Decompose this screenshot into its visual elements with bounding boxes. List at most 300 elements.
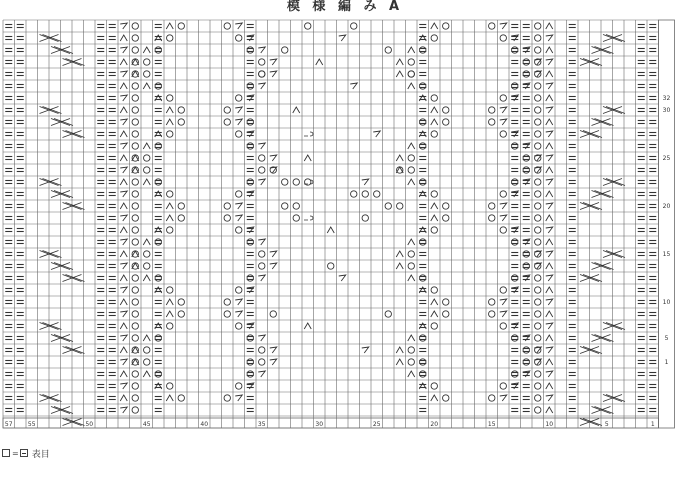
yarn-over-symbol (282, 203, 288, 209)
right-decrease-symbol (523, 335, 530, 341)
yarn-over-symbol (512, 143, 518, 149)
yarn-over-symbol (259, 347, 265, 353)
right-decrease-symbol (120, 311, 127, 317)
left-decrease-symbol (546, 167, 553, 173)
right-decrease-symbol (120, 23, 127, 29)
right-decrease-symbol (120, 239, 127, 245)
yarn-over-symbol (259, 251, 265, 257)
yarn-over-symbol (144, 251, 150, 257)
yarn-over-symbol (443, 395, 449, 401)
left-decrease-symbol (155, 227, 162, 233)
yarn-over-symbol (178, 299, 184, 305)
yarn-over-symbol (420, 359, 426, 365)
left-decrease-symbol (546, 215, 553, 221)
yarn-over-symbol (408, 251, 414, 257)
cross-cable-symbol (43, 395, 62, 402)
yarn-over-symbol (247, 239, 253, 245)
yarn-over-symbol (224, 107, 230, 113)
left-decrease-symbol (431, 215, 438, 221)
yarn-over-symbol (431, 131, 437, 137)
left-decrease-symbol (166, 395, 173, 401)
yarn-over-symbol (236, 383, 242, 389)
yarn-over-symbol (443, 299, 449, 305)
left-decrease-symbol (431, 299, 438, 305)
yarn-over-symbol (132, 215, 138, 221)
column-number: 20 (430, 421, 439, 428)
left-decrease-symbol (166, 23, 173, 29)
yarn-over-symbol (523, 71, 529, 77)
yarn-over-symbol (351, 23, 357, 29)
yarn-over-symbol (144, 155, 150, 161)
yarn-over-symbol (236, 35, 242, 41)
yarn-over-symbol (500, 227, 506, 233)
left-decrease-symbol (396, 59, 403, 65)
row-number: 10 (662, 299, 671, 306)
column-number: 30 (315, 421, 324, 428)
yarn-over-symbol (224, 311, 230, 317)
right-decrease-symbol (270, 155, 277, 161)
right-decrease-symbol (546, 299, 553, 305)
yarn-over-symbol (144, 167, 150, 173)
yarn-over-symbol (224, 119, 230, 125)
left-decrease-symbol (419, 287, 426, 293)
yarn-over-symbol (408, 347, 414, 353)
cross-cable-symbol (66, 203, 85, 210)
cross-cable-symbol (583, 59, 602, 66)
yarn-over-symbol (523, 155, 529, 161)
right-decrease-symbol (247, 95, 254, 101)
yarn-over-symbol (259, 359, 265, 365)
right-decrease-symbol (511, 35, 518, 41)
yarn-over-symbol (431, 383, 437, 389)
yarn-over-symbol (132, 323, 138, 329)
yarn-over-symbol (535, 203, 541, 209)
row-number-strip (659, 20, 675, 428)
right-decrease-symbol (511, 383, 518, 389)
column-number: 35 (257, 421, 266, 428)
yarn-over-symbol (236, 323, 242, 329)
left-decrease-symbol (546, 191, 553, 197)
cross-cable-symbol (595, 119, 614, 126)
yarn-over-symbol (431, 95, 437, 101)
yarn-over-symbol (431, 227, 437, 233)
right-decrease-symbol (546, 83, 553, 89)
left-decrease-symbol (419, 131, 426, 137)
right-decrease-symbol (500, 299, 507, 305)
yarn-over-symbol (500, 383, 506, 389)
cross-cable-symbol (66, 275, 85, 282)
right-decrease-symbol (500, 119, 507, 125)
right-decrease-symbol (546, 395, 553, 401)
yarn-over-symbol (500, 287, 506, 293)
left-decrease-symbol (143, 179, 150, 185)
right-decrease-symbol (270, 71, 277, 77)
left-decrease-symbol (120, 347, 127, 353)
right-decrease-symbol (258, 143, 265, 149)
right-decrease-symbol (546, 275, 553, 281)
cross-cable-symbol (43, 107, 62, 114)
cross-cable-symbol (583, 131, 602, 138)
yarn-over-symbol (420, 179, 426, 185)
left-decrease-symbol (143, 143, 150, 149)
left-decrease-symbol (546, 23, 553, 29)
yarn-over-symbol (178, 119, 184, 125)
left-decrease-symbol (419, 227, 426, 233)
yarn-over-symbol (178, 215, 184, 221)
left-decrease-symbol (396, 359, 403, 365)
yarn-over-symbol (535, 119, 541, 125)
yarn-over-symbol (132, 131, 138, 137)
right-decrease-symbol (247, 227, 254, 233)
yarn-over-symbol (155, 179, 161, 185)
yarn-over-symbol (259, 71, 265, 77)
right-decrease-symbol (120, 263, 127, 269)
yarn-over-symbol (535, 383, 541, 389)
yarn-over-symbol (500, 191, 506, 197)
empty-square-icon (2, 449, 10, 457)
yarn-over-symbol (132, 299, 138, 305)
yarn-over-symbol (167, 191, 173, 197)
left-decrease-symbol (166, 203, 173, 209)
bobble-symbol (304, 216, 313, 220)
yarn-over-symbol (155, 275, 161, 281)
right-decrease-symbol (120, 335, 127, 341)
right-decrease-symbol (511, 191, 518, 197)
yarn-over-symbol (397, 203, 403, 209)
right-decrease-symbol (120, 71, 127, 77)
legend (2, 446, 50, 460)
yarn-over-symbol (293, 203, 299, 209)
column-number: 50 (85, 421, 94, 428)
left-decrease-symbol (143, 83, 150, 89)
left-decrease-symbol (408, 371, 415, 377)
yarn-over-symbol (512, 239, 518, 245)
left-decrease-symbol (546, 287, 553, 293)
left-decrease-symbol (408, 47, 415, 53)
purl-square-icon (20, 449, 28, 457)
yarn-over-symbol (132, 371, 138, 377)
cross-cable-symbol (66, 131, 85, 138)
yarn-over-symbol (489, 203, 495, 209)
yarn-over-symbol (489, 107, 495, 113)
yarn-over-symbol (535, 83, 541, 89)
yarn-over-symbol (443, 119, 449, 125)
right-decrease-symbol (120, 119, 127, 125)
yarn-over-symbol (408, 155, 414, 161)
left-decrease-symbol (546, 359, 553, 365)
cross-cable-symbol (54, 407, 73, 414)
right-decrease-symbol (546, 155, 553, 161)
right-decrease-symbol (523, 371, 530, 377)
row-number: 1 (664, 359, 669, 366)
yarn-over-symbol (420, 47, 426, 53)
yarn-over-symbol (431, 287, 437, 293)
yarn-over-symbol (247, 143, 253, 149)
cross-cable-symbol (595, 263, 614, 270)
left-decrease-symbol (396, 251, 403, 257)
yarn-over-symbol (523, 167, 529, 173)
left-decrease-symbol (120, 251, 127, 257)
right-decrease-symbol (247, 35, 254, 41)
column-number: 10 (545, 421, 554, 428)
left-decrease-symbol (120, 179, 127, 185)
yarn-over-symbol (259, 59, 265, 65)
cross-cable-symbol (54, 191, 73, 198)
yarn-over-symbol (535, 299, 541, 305)
left-decrease-symbol (408, 239, 415, 245)
yarn-over-symbol (535, 95, 541, 101)
yarn-over-symbol (535, 407, 541, 413)
left-decrease-symbol (304, 155, 311, 161)
yarn-over-symbol (362, 215, 368, 221)
right-decrease-symbol (362, 179, 369, 185)
yarn-over-symbol (178, 107, 184, 113)
left-decrease-symbol (408, 275, 415, 281)
row-number: 5 (664, 335, 669, 342)
yarn-over-symbol (328, 263, 334, 269)
yarn-over-symbol (443, 311, 449, 317)
right-decrease-symbol (511, 287, 518, 293)
left-decrease-symbol (431, 311, 438, 317)
left-decrease-symbol (120, 299, 127, 305)
right-decrease-symbol (120, 167, 127, 173)
yarn-over-symbol (224, 23, 230, 29)
row-number: 30 (662, 107, 671, 114)
cross-cable-symbol (583, 347, 602, 354)
yarn-over-symbol (535, 287, 541, 293)
left-decrease-symbol (546, 119, 553, 125)
row-number: 25 (662, 155, 671, 162)
right-decrease-symbol (247, 323, 254, 329)
yarn-over-symbol (132, 287, 138, 293)
right-decrease-symbol (258, 179, 265, 185)
yarn-over-symbol (144, 263, 150, 269)
right-decrease-symbol (247, 191, 254, 197)
cross-cable-symbol (595, 407, 614, 414)
yarn-over-symbol (167, 287, 173, 293)
right-decrease-symbol (500, 311, 507, 317)
yarn-over-symbol (443, 215, 449, 221)
yarn-over-symbol (293, 215, 299, 221)
yarn-over-symbol (489, 23, 495, 29)
yarn-over-symbol (489, 119, 495, 125)
left-decrease-symbol (546, 71, 553, 77)
yarn-over-symbol (132, 83, 138, 89)
yarn-over-symbol (178, 23, 184, 29)
yarn-over-symbol (431, 323, 437, 329)
right-decrease-symbol (523, 239, 530, 245)
yarn-over-symbol (408, 167, 414, 173)
cross-cable-symbol (54, 335, 73, 342)
right-decrease-symbol (339, 275, 346, 281)
cross-cable-symbol (606, 35, 625, 42)
cross-cable-symbol (66, 59, 85, 66)
yarn-over-symbol (523, 359, 529, 365)
yarn-over-symbol (523, 263, 529, 269)
yarn-over-symbol (132, 119, 138, 125)
yarn-over-symbol (167, 35, 173, 41)
yarn-over-symbol (282, 47, 288, 53)
right-decrease-symbol (247, 131, 254, 137)
yarn-over-symbol (420, 83, 426, 89)
yarn-over-symbol (408, 359, 414, 365)
yarn-over-symbol (132, 335, 138, 341)
yarn-over-symbol (374, 191, 380, 197)
bobble-symbol (304, 132, 313, 136)
left-decrease-symbol (546, 407, 553, 413)
left-decrease-symbol (396, 71, 403, 77)
yarn-over-symbol (167, 383, 173, 389)
yarn-over-symbol (236, 95, 242, 101)
yarn-over-symbol (512, 47, 518, 53)
right-decrease-symbol (120, 215, 127, 221)
cross-cable-symbol (606, 323, 625, 330)
yarn-over-symbol (282, 179, 288, 185)
yarn-over-symbol (431, 191, 437, 197)
yarn-over-symbol (535, 275, 541, 281)
yarn-over-symbol (535, 323, 541, 329)
left-decrease-symbol (304, 323, 311, 329)
yarn-over-symbol (224, 203, 230, 209)
yarn-over-symbol (236, 131, 242, 137)
yarn-over-symbol (270, 311, 276, 317)
yarn-over-symbol (178, 395, 184, 401)
cross-cable-symbol (606, 179, 625, 186)
yarn-over-symbol (247, 275, 253, 281)
yarn-over-symbol (224, 215, 230, 221)
yarn-over-symbol (236, 191, 242, 197)
left-decrease-symbol (431, 395, 438, 401)
yarn-over-symbol (420, 119, 426, 125)
cross-cable-symbol (66, 419, 85, 426)
right-decrease-symbol (546, 251, 553, 257)
right-decrease-symbol (120, 383, 127, 389)
right-decrease-symbol (500, 395, 507, 401)
left-decrease-symbol (408, 335, 415, 341)
left-decrease-symbol (396, 155, 403, 161)
yarn-over-symbol (512, 179, 518, 185)
yarn-over-symbol (523, 59, 529, 65)
left-decrease-symbol (419, 323, 426, 329)
yarn-over-symbol (293, 179, 299, 185)
right-decrease-symbol (258, 335, 265, 341)
right-decrease-symbol (546, 59, 553, 65)
right-decrease-symbol (523, 47, 530, 53)
left-decrease-symbol (546, 311, 553, 317)
left-decrease-symbol (143, 371, 150, 377)
yarn-over-symbol (535, 335, 541, 341)
yarn-over-symbol (167, 131, 173, 137)
right-decrease-symbol (235, 215, 242, 221)
yarn-over-symbol (155, 371, 161, 377)
column-number: 25 (372, 421, 381, 428)
right-decrease-symbol (500, 107, 507, 113)
yarn-over-symbol (155, 143, 161, 149)
left-decrease-symbol (166, 119, 173, 125)
left-decrease-symbol (546, 47, 553, 53)
yarn-over-symbol (420, 239, 426, 245)
yarn-over-symbol (178, 203, 184, 209)
left-decrease-symbol (120, 203, 127, 209)
left-decrease-symbol (120, 131, 127, 137)
row-number: 15 (662, 251, 671, 258)
legend-equals: = (12, 448, 19, 458)
yarn-over-symbol (523, 251, 529, 257)
left-decrease-symbol (546, 239, 553, 245)
left-decrease-symbol (120, 107, 127, 113)
yarn-over-symbol (132, 239, 138, 245)
yarn-over-symbol (535, 107, 541, 113)
column-number: 5 (604, 421, 609, 428)
right-decrease-symbol (235, 395, 242, 401)
right-decrease-symbol (235, 299, 242, 305)
right-decrease-symbol (546, 179, 553, 185)
right-decrease-symbol (258, 275, 265, 281)
left-decrease-symbol (120, 155, 127, 161)
yarn-over-symbol (512, 275, 518, 281)
yarn-over-symbol (535, 311, 541, 317)
yarn-over-symbol (247, 359, 253, 365)
yarn-over-symbol (385, 47, 391, 53)
cross-cable-symbol (54, 47, 73, 54)
left-decrease-symbol (419, 35, 426, 41)
left-decrease-symbol (120, 83, 127, 89)
right-decrease-symbol (120, 407, 127, 413)
yarn-over-symbol (132, 407, 138, 413)
cross-cable-symbol (54, 263, 73, 270)
yarn-over-symbol (305, 23, 311, 29)
yarn-over-symbol (132, 191, 138, 197)
yarn-over-symbol (259, 167, 265, 173)
left-decrease-symbol (293, 107, 300, 113)
right-decrease-symbol (120, 287, 127, 293)
cross-cable-symbol (583, 203, 602, 210)
right-decrease-symbol (120, 95, 127, 101)
left-decrease-symbol (143, 47, 150, 53)
right-decrease-symbol (258, 47, 265, 53)
row-number: 32 (662, 95, 671, 102)
right-decrease-symbol (235, 203, 242, 209)
yarn-over-symbol (144, 359, 150, 365)
yarn-over-symbol (385, 203, 391, 209)
yarn-over-symbol (132, 275, 138, 281)
yarn-over-symbol (512, 335, 518, 341)
left-decrease-symbol (166, 311, 173, 317)
yarn-over-symbol (443, 23, 449, 29)
yarn-over-symbol (535, 215, 541, 221)
left-decrease-symbol (155, 287, 162, 293)
right-decrease-symbol (546, 371, 553, 377)
yarn-over-symbol (144, 59, 150, 65)
yarn-over-symbol (132, 143, 138, 149)
right-decrease-symbol (339, 35, 346, 41)
row-number: 20 (662, 203, 671, 210)
right-decrease-symbol (511, 95, 518, 101)
left-decrease-symbol (155, 35, 162, 41)
yarn-over-symbol (247, 47, 253, 53)
left-decrease-symbol (166, 299, 173, 305)
yarn-over-symbol (132, 395, 138, 401)
yarn-over-symbol (535, 131, 541, 137)
yarn-over-symbol (420, 275, 426, 281)
yarn-over-symbol (224, 395, 230, 401)
right-decrease-symbol (511, 227, 518, 233)
yarn-over-symbol (489, 311, 495, 317)
right-decrease-symbol (511, 131, 518, 137)
column-number: 1 (650, 421, 655, 428)
cross-cable-symbol (43, 251, 62, 258)
yarn-over-symbol (155, 239, 161, 245)
